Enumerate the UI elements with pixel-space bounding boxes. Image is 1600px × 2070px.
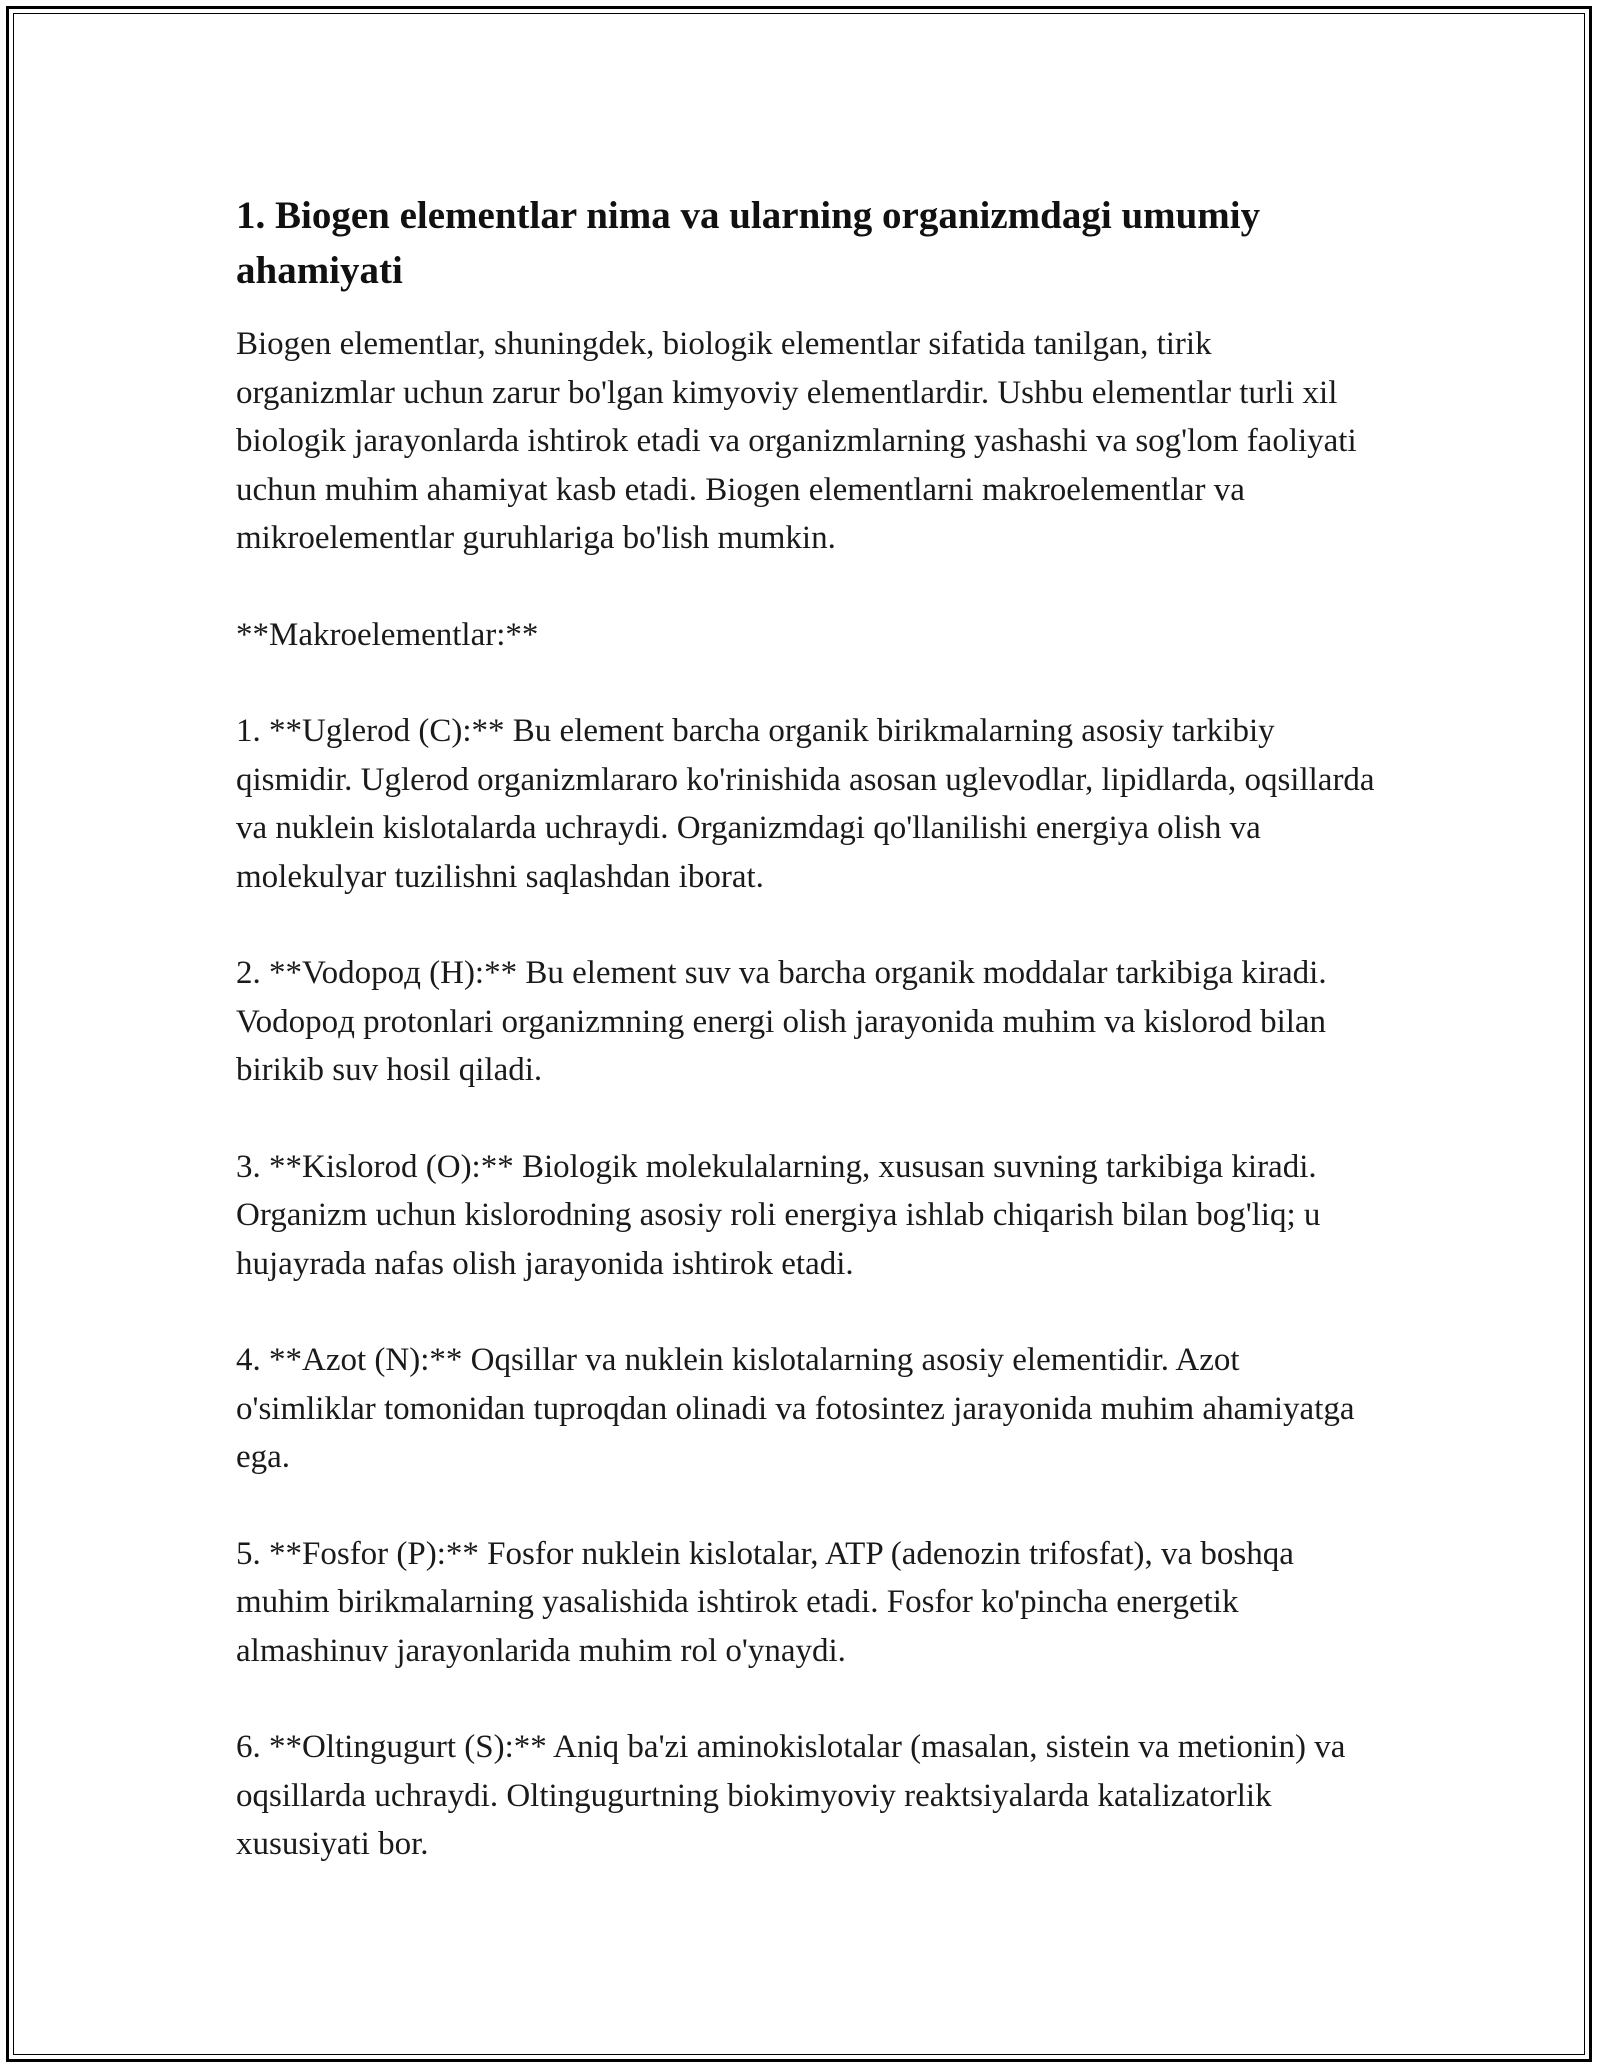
list-item-hydrogen: 2. **Vodopoд (H):** Bu element suv va barcha organik moddalar tarkibiga kiradi. Vodopoд protonlari organizmning energi olish jarayonida muhim va kislorod bilan birikib suv hosil qiladi. — [236, 955, 1327, 1088]
section-heading: 1. Biogen elementlar nima va ularning organizmdagi umumiy ahamiyati — [236, 194, 1261, 292]
document-body — [236, 188, 1376, 1917]
list-item-oxygen: 3. **Kislorod (O):** Biologik molekulalarning, xususan suvning tarkibiga kiradi. Organizm uchun kislorodning asosiy roli energiya ishlab chiqarish bilan bog'liq; u hujayrada nafas olish jarayonida ishtirok etadi. — [236, 1148, 1321, 1282]
intro-paragraph: Biogen elementlar, shuningdek, biologik elementlar sifatida tanilgan, tirik organizmlar uchun zarur bo'lgan kimyoviy elementlardir. Ushbu elementlar turli xil biologik jarayonlarda ishtirok etadi va organizmlarning yashashi va sog'lom faoliyati uchun muhim ahamiyat kasb etadi. Biogen elementlarni makroelementlar va mikroelementlar guruhlariga bo'lish mumkin. — [236, 326, 1357, 556]
macroelements-label: **Makroelementlar:** — [236, 616, 539, 653]
list-item-phosphorus: 5. **Fosfor (P):** Fosfor nuklein kislotalar, ATP (adenozin trifosfat), va boshqa muhim birikmalarning yasalishida ishtirok etadi. Fosfor ko'pincha energetik almashinuv jarayonlarida muhim rol o'ynaydi. — [236, 1535, 1294, 1669]
list-item-sulfur: 6. **Oltingugurt (S):** Aniq ba'zi aminokislotalar (masalan, sistein va metionin) va oqsillarda uchraydi. Oltingugurtning biokimyoviy reaktsiyalarda katalizatorlik xususiyati bor. — [236, 1729, 1346, 1862]
list-item-nitrogen: 4. **Azot (N):** Oqsillar va nuklein kislotalarning asosiy elementidir. Azot o'simliklar tomonidan tuproqdan olinadi va fotosintez jarayonida muhim ahamiyatga ega. — [236, 1342, 1355, 1475]
list-item-carbon: 1. **Uglerod (C):** Bu element barcha organik birikmalarning asosiy tarkibiy qismidir. Uglerod organizmlararo ko'rinishida asosan uglevodlar, lipidlarda, oqsillarda va nuklein kislotalarda uchraydi. Organizmdagi qo'llanilishi energiya olish va molekulyar tuzilishni saqlashdan iborat. — [236, 713, 1375, 895]
